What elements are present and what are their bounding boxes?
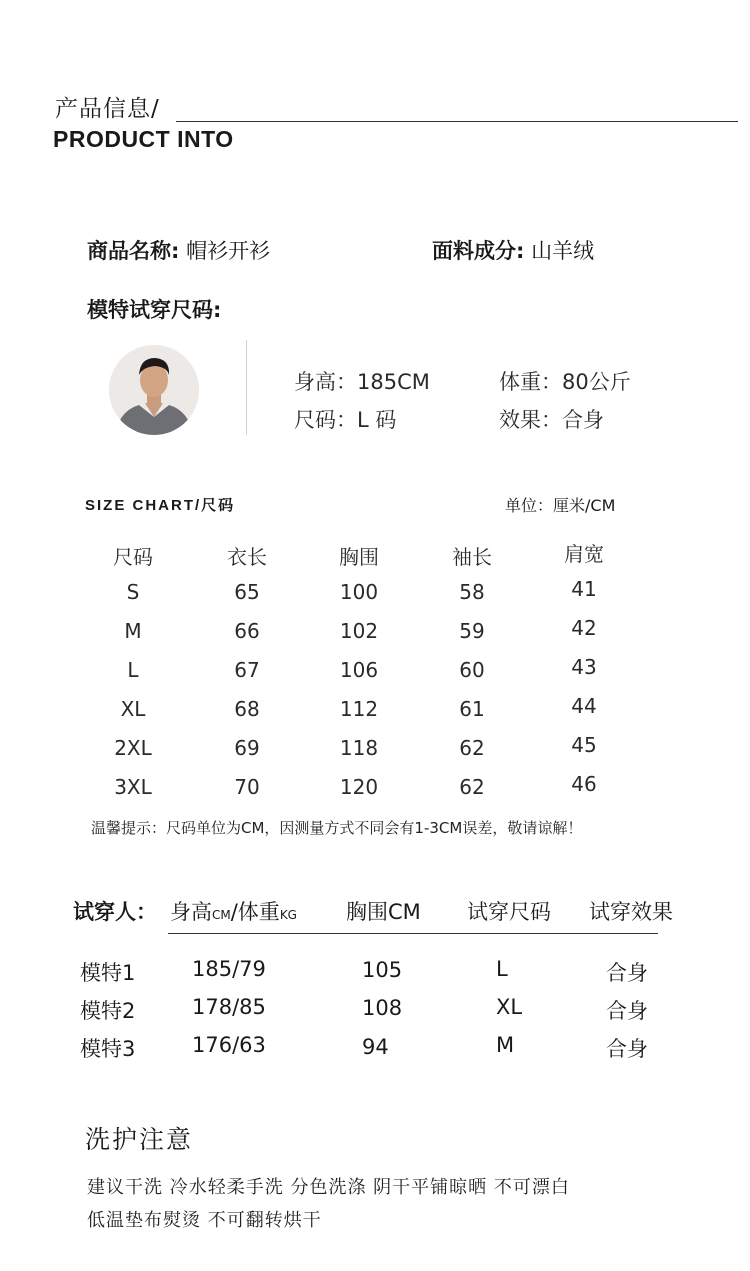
fit-wearer: 模特2: [80, 999, 136, 1023]
section-title-cn: 产品信息/: [55, 96, 160, 122]
sleeve-cell: 61: [459, 697, 485, 721]
header-divider: [176, 121, 738, 122]
length-cell: 69: [234, 736, 260, 760]
shoulder-cell: 41: [571, 577, 597, 601]
shoulder-cell: 46: [571, 772, 597, 796]
sleeve-cell: 59: [459, 619, 485, 643]
fit-header-weight-unit: KG: [279, 908, 297, 922]
size-cell: XL: [120, 697, 146, 721]
size-chart-header: 衣长: [227, 545, 267, 569]
section-title-en: PRODUCT INTO: [53, 126, 234, 152]
size-cell: 3XL: [114, 775, 152, 799]
fit-size: XL: [496, 995, 523, 1019]
sleeve-cell: 58: [459, 580, 485, 604]
chest-cell: 120: [339, 775, 379, 799]
fit-header-height: 身高: [170, 900, 212, 924]
fit-chest: 105: [362, 958, 403, 982]
fit-height-weight: 178/85: [192, 995, 266, 1019]
fit-header-size: 试穿尺码: [467, 900, 551, 924]
sleeve-cell: 62: [459, 736, 485, 760]
chest-cell: 118: [339, 736, 379, 760]
length-cell: 67: [234, 658, 260, 682]
fit-size: L: [496, 957, 508, 981]
shoulder-cell: 45: [571, 733, 597, 757]
fit-header-effect: 试穿效果: [589, 900, 673, 924]
length-cell: 70: [234, 775, 260, 799]
chest-cell: 112: [339, 697, 379, 721]
fit-header-height-weight: [170, 896, 297, 926]
fit-header-wearer: 试穿人：: [73, 900, 157, 924]
length-cell: 66: [234, 619, 260, 643]
fit-height-weight: 176/63: [192, 1033, 266, 1057]
product-name-label: 商品名称:: [87, 239, 180, 263]
fit-effect: 合身: [606, 999, 648, 1023]
fit-wearer: 模特3: [80, 1037, 136, 1061]
chest-cell: 106: [339, 658, 379, 682]
sleeve-cell: 60: [459, 658, 485, 682]
fit-chest: 108: [362, 996, 403, 1020]
shoulder-cell: 44: [571, 694, 597, 718]
model-effect: 效果：合身: [499, 408, 604, 432]
chest-cell: 100: [339, 580, 379, 604]
length-cell: 68: [234, 697, 260, 721]
model-divider: [246, 340, 247, 435]
model-size-label: 模特试穿尺码:: [87, 298, 222, 322]
fit-chest: 94: [362, 1035, 389, 1059]
model-avatar: [109, 345, 199, 435]
size-chart-header: 肩宽: [564, 542, 604, 566]
size-chart-header: 袖长: [452, 545, 492, 569]
fabric-label: 面料成分:: [432, 239, 525, 263]
model-weight: 体重：80公斤: [499, 370, 631, 394]
chest-cell: 102: [339, 619, 379, 643]
fit-header-weight: /体重: [230, 900, 280, 924]
model-size: 尺码：L 码: [294, 408, 397, 432]
care-title: 洗护注意: [85, 1125, 194, 1154]
size-chart-header: 胸围: [339, 545, 379, 569]
size-cell: 2XL: [114, 736, 152, 760]
model-portrait-icon: [109, 345, 199, 435]
fit-effect: 合身: [606, 1037, 648, 1061]
model-size-heading: [87, 294, 221, 324]
product-fabric: [432, 235, 594, 265]
size-cell: M: [124, 619, 142, 643]
product-name: [87, 235, 270, 265]
fit-wearer: 模特1: [80, 961, 136, 985]
fabric-value: 山羊绒: [531, 239, 595, 263]
care-line-1: 建议干洗 冷水轻柔手洗 分色洗涤 阴干平铺晾晒 不可漂白: [87, 1177, 570, 1198]
length-cell: 65: [234, 580, 260, 604]
fit-size: M: [496, 1033, 515, 1057]
fit-effect: 合身: [606, 961, 648, 985]
size-tip: 温馨提示：尺码单位为CM，因测量方式不同会有1-3CM误差，敬请谅解！: [91, 819, 583, 837]
shoulder-cell: 43: [571, 655, 597, 679]
product-name-value: 帽衫开衫: [186, 239, 271, 263]
size-chart-header: 尺码: [113, 545, 153, 569]
fit-table-divider: [168, 933, 658, 934]
sleeve-cell: 62: [459, 775, 485, 799]
care-line-2: 低温垫布熨烫 不可翻转烘干: [87, 1210, 322, 1231]
fit-header-chest: 胸围CM: [346, 900, 421, 924]
fit-header-height-unit: CM: [212, 908, 231, 922]
size-cell: S: [126, 580, 140, 604]
model-height: 身高：185CM: [294, 370, 430, 394]
size-chart-unit: 单位：厘米/CM: [505, 496, 616, 515]
shoulder-cell: 42: [571, 616, 597, 640]
fit-height-weight: 185/79: [192, 957, 266, 981]
size-cell: L: [127, 658, 139, 682]
size-chart-title: SIZE CHART/尺码: [85, 497, 236, 514]
